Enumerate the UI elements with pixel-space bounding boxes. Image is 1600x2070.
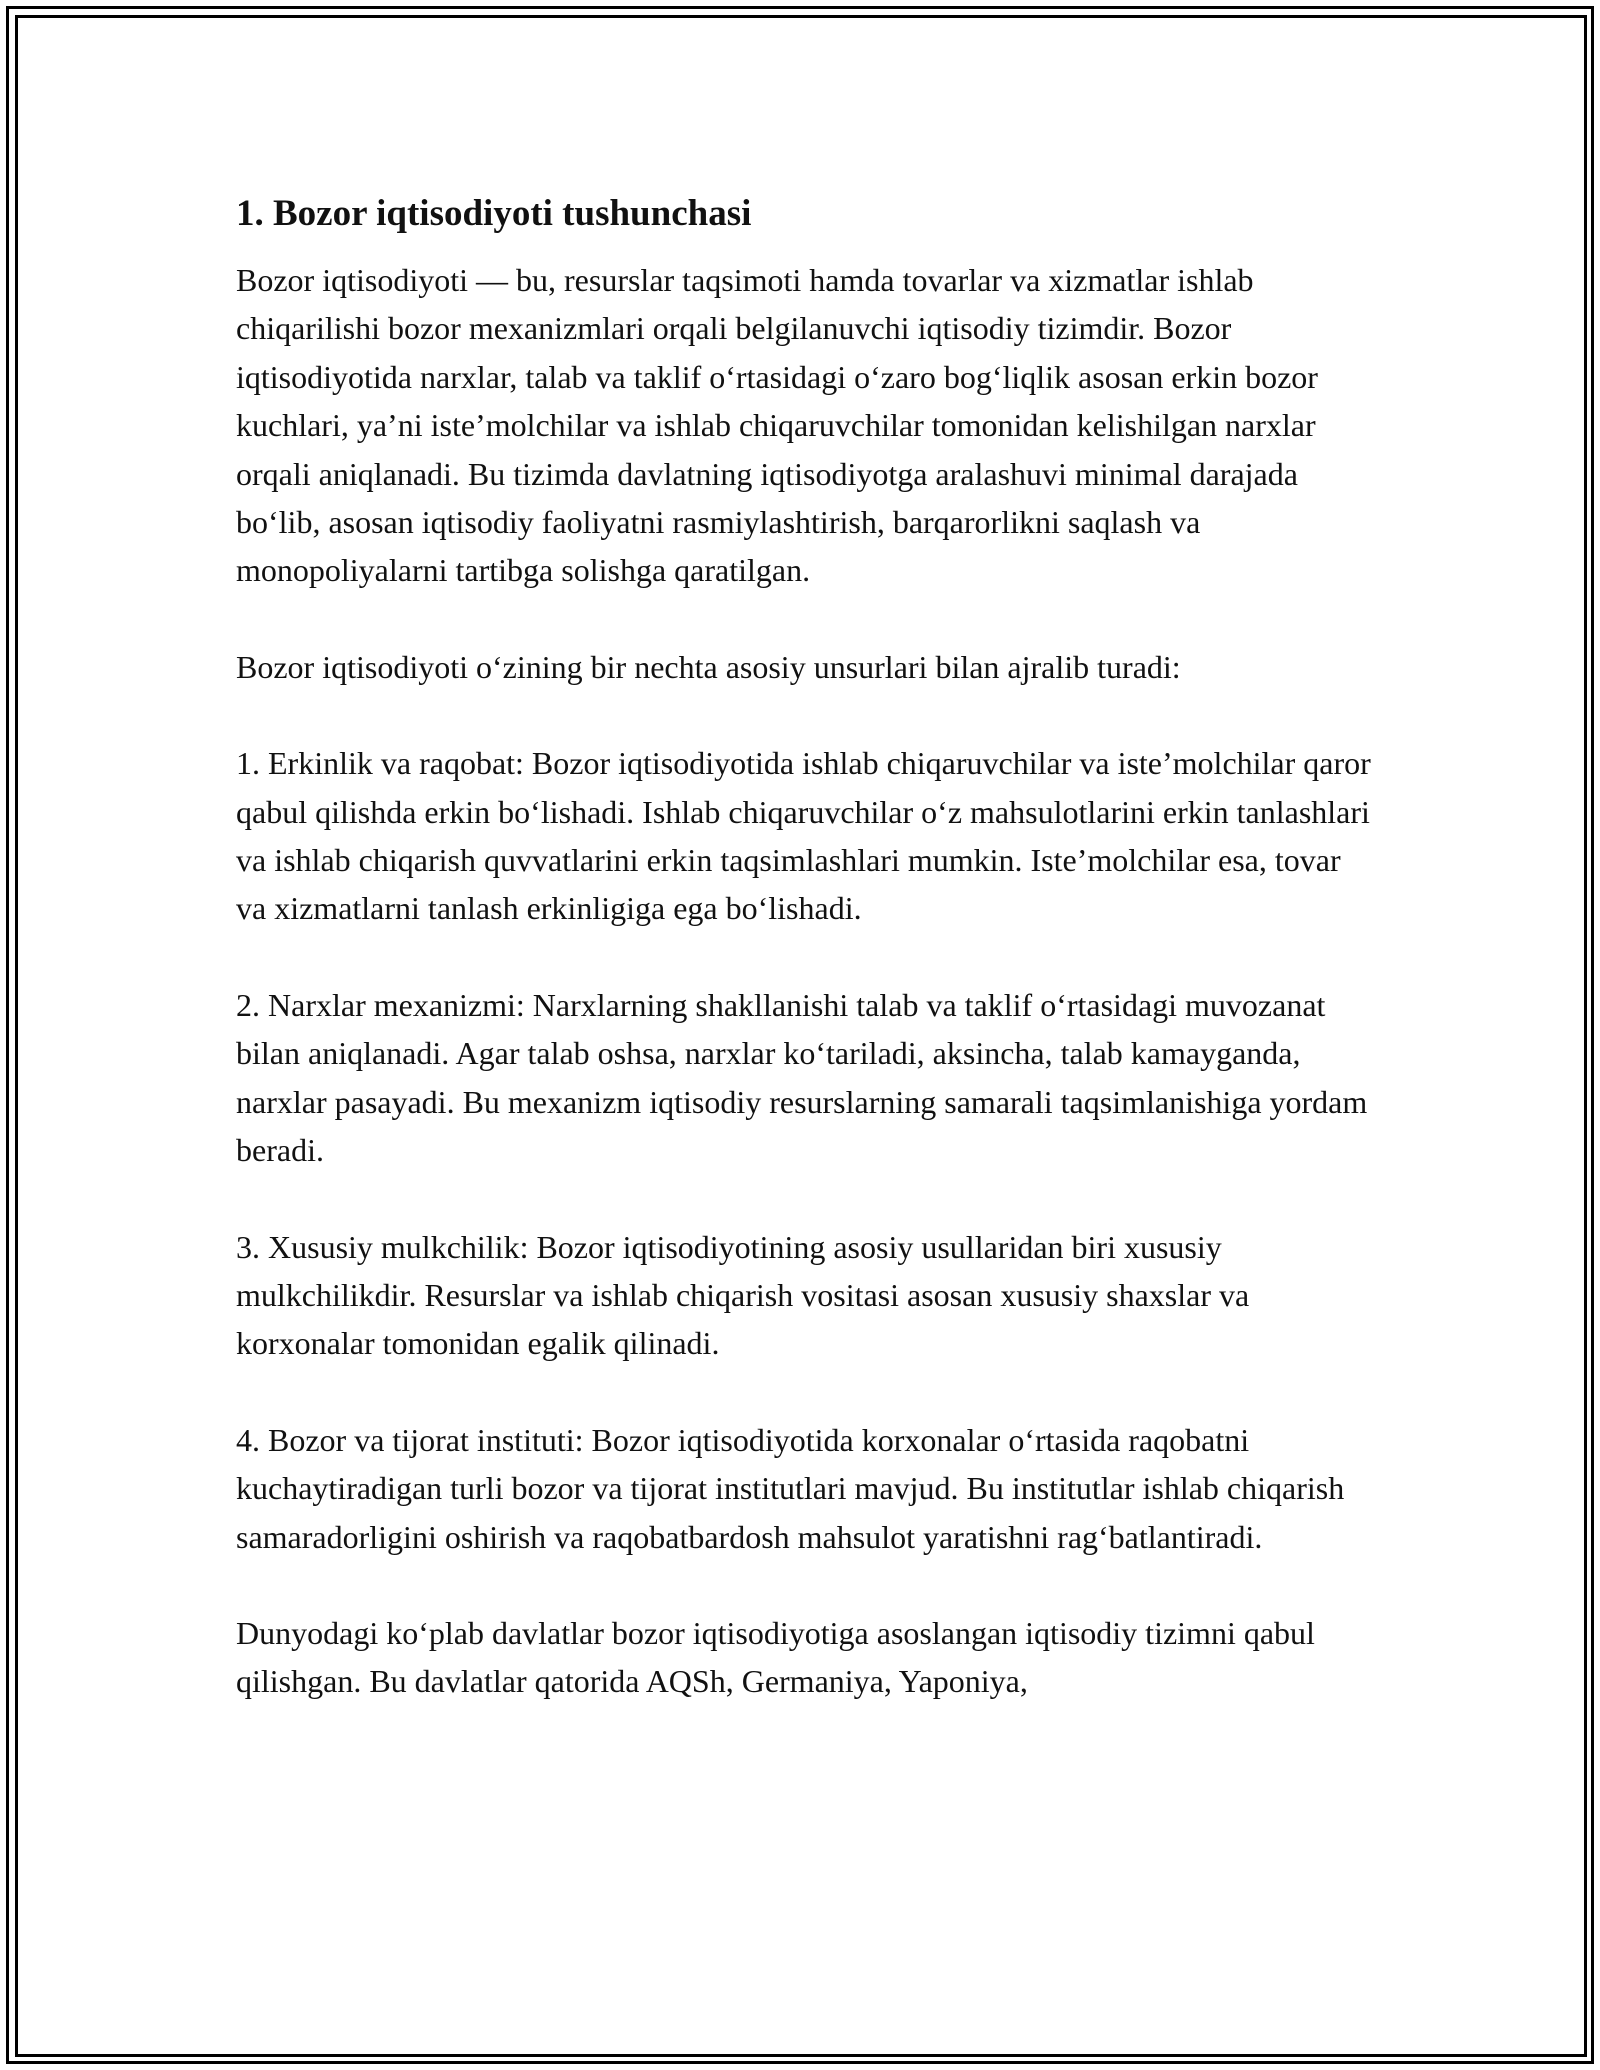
section-heading: 1. Bozor iqtisodiyoti tushunchasi — [236, 193, 752, 234]
list-item-freedom-competition: 1. Erkinlik va raqobat: Bozor iqtisodiyotida ishlab chiqaruvchilar va isteʼmolchilar qaror qabul qilishda erkin boʻlishadi. Ishlab chiqaruvchilar oʻz mahsulotlarini erkin tanlashlari va ishlab chiqarish quvvatlarini erkin taqsimlashlari mumkin. Isteʼmolchilar esa, tovar va xizmatlarni tanlash erkinligiga ega boʻlishadi. — [236, 745, 1371, 927]
list-item-market-institutions: 4. Bozor va tijorat instituti: Bozor iqtisodiyotida korxonalar oʻrtasida raqobatni kuchaytiradigan turli bozor va tijorat institutlari mavjud. Bu institutlar ishlab chiqarish samaradorligini oshirish va raqobatbardosh mahsulot yaratishni ragʻbatlantiradi. — [236, 1421, 1345, 1555]
paragraph-definition: Bozor iqtisodiyoti — bu, resurslar taqsimoti hamda tovarlar va xizmatlar ishlab chiqarilishi bozor mexanizmlari orqali belgilanuvchi iqtisodiy tizimdir. Bozor iqtisodiyotida narxlar, talab va taklif oʻrtasidagi oʻzaro bogʻliqlik asosan erkin bozor kuchlari, yaʼni isteʼmolchilar va ishlab chiqaruvchilar tomonidan kelishilgan narxlar orqali aniqlanadi. Bu tizimda davlatning iqtisodiyotga aralashuvi minimal darajada boʻlib, asosan iqtisodiy faoliyatni rasmiylashtirish, barqarorlikni saqlash va monopoliyalarni tartibga solishga qaratilgan. — [236, 262, 1318, 589]
paragraph-countries: Dunyodagi koʻplab davlatlar bozor iqtisodiyotiga asoslangan iqtisodiy tizimni qabul qilishgan. Bu davlatlar qatorida AQSh, Germaniya, Yaponiya, — [236, 1614, 1315, 1700]
list-item-private-ownership: 3. Xususiy mulkchilik: Bozor iqtisodiyotining asosiy usullaridan biri xususiy mulkchilikdir. Resurslar va ishlab chiqarish vositasi asosan xususiy shaxslar va korxonalar tomonidan egalik qilinadi. — [236, 1228, 1250, 1362]
list-item-price-mechanism: 2. Narxlar mexanizmi: Narxlarning shakllanishi talab va taklif oʻrtasidagi muvozanat bilan aniqlanadi. Agar talab oshsa, narxlar koʻtariladi, aksincha, talab kamayganda, narxlar pasayadi. Bu mexanizm iqtisodiy resurslarning samarali taqsimlanishiga yordam beradi. — [236, 986, 1368, 1169]
paragraph-elements-intro: Bozor iqtisodiyoti oʻzining bir nechta asosiy unsurlari bilan ajralib turadi: — [236, 648, 1181, 685]
document-body — [236, 188, 1376, 1706]
